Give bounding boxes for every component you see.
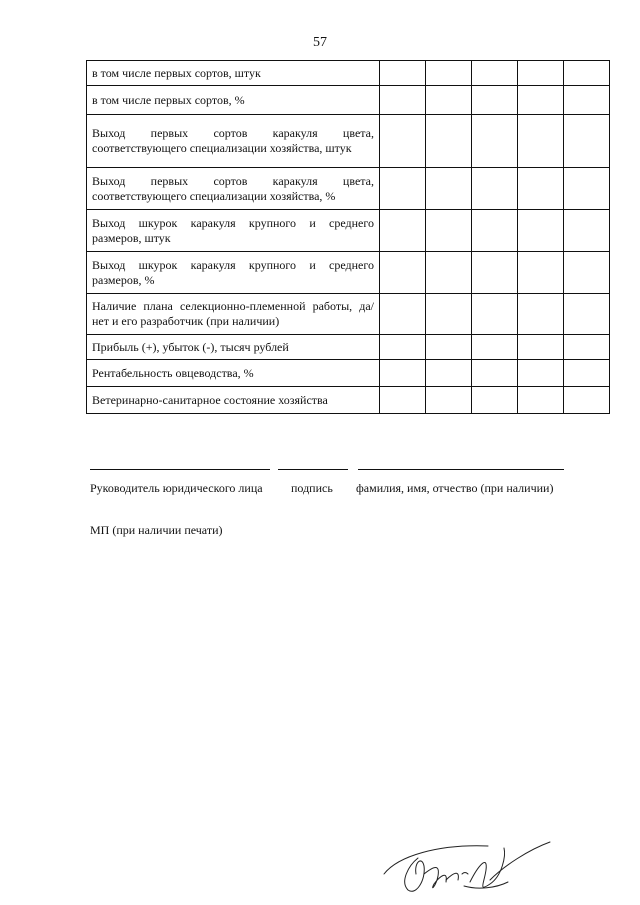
table-row (87, 335, 610, 360)
row-label: Наличие плана селекционно-племенной работы, да/нет и его разработчик (при наличии) (87, 294, 380, 335)
value-cell (518, 294, 564, 335)
value-cell (564, 294, 610, 335)
value-cell (518, 115, 564, 168)
table-row (87, 387, 610, 414)
value-cell (564, 115, 610, 168)
value-cell (426, 387, 472, 414)
value-cell (380, 294, 426, 335)
value-cell (518, 335, 564, 360)
value-cell (518, 61, 564, 86)
value-cell (380, 335, 426, 360)
handwritten-signature (378, 836, 558, 901)
value-cell (472, 210, 518, 252)
value-cell (426, 360, 472, 387)
table-row (87, 294, 610, 335)
value-cell (426, 168, 472, 210)
value-cell (518, 210, 564, 252)
name-signature-line (358, 469, 564, 470)
head-label: Руководитель юридического лица (90, 481, 263, 495)
value-cell (380, 252, 426, 294)
row-label: Выход первых сортов каракуля цвета, соответствующего специализации хозяйства, штук (87, 115, 380, 168)
value-cell (426, 210, 472, 252)
value-cell (518, 387, 564, 414)
value-cell (380, 210, 426, 252)
value-cell (564, 61, 610, 86)
value-cell (380, 86, 426, 115)
value-cell (472, 335, 518, 360)
table-row (87, 360, 610, 387)
value-cell (564, 210, 610, 252)
table-row (87, 168, 610, 210)
table-row (87, 252, 610, 294)
value-cell (518, 86, 564, 115)
value-cell (518, 252, 564, 294)
value-cell (426, 86, 472, 115)
row-label: Рентабельность овцеводства, % (87, 360, 380, 387)
value-cell (564, 387, 610, 414)
row-label: в том числе первых сортов, % (87, 86, 380, 115)
stamp-label: МП (при наличии печати) (90, 523, 223, 537)
value-cell (426, 61, 472, 86)
value-cell (380, 168, 426, 210)
head-signature-line (90, 469, 270, 470)
table-row (87, 115, 610, 168)
value-cell (564, 252, 610, 294)
row-label: Ветеринарно-санитарное состояние хозяйства (87, 387, 380, 414)
signature-label: подпись (291, 481, 333, 495)
value-cell (564, 168, 610, 210)
value-cell (472, 61, 518, 86)
value-cell (426, 252, 472, 294)
value-cell (472, 294, 518, 335)
value-cell (472, 360, 518, 387)
row-label: Выход шкурок каракуля крупного и среднего размеров, % (87, 252, 380, 294)
value-cell (380, 115, 426, 168)
page-number: 57 (313, 35, 327, 50)
table-row (87, 210, 610, 252)
value-cell (426, 294, 472, 335)
name-label: фамилия, имя, отчество (при наличии) (356, 481, 554, 495)
value-cell (426, 335, 472, 360)
value-cell (472, 115, 518, 168)
value-cell (472, 86, 518, 115)
value-cell (472, 252, 518, 294)
value-cell (564, 335, 610, 360)
row-label: Выход шкурок каракуля крупного и среднего размеров, штук (87, 210, 380, 252)
value-cell (564, 86, 610, 115)
value-cell (564, 360, 610, 387)
value-cell (472, 168, 518, 210)
table-row (87, 61, 610, 86)
value-cell (518, 360, 564, 387)
signature-icon (378, 836, 558, 896)
value-cell (518, 168, 564, 210)
value-cell (426, 115, 472, 168)
form-table (86, 60, 610, 414)
value-cell (380, 387, 426, 414)
value-cell (380, 61, 426, 86)
value-cell (380, 360, 426, 387)
row-label: в том числе первых сортов, штук (87, 61, 380, 86)
value-cell (472, 387, 518, 414)
signature-line (278, 469, 348, 470)
table-row (87, 86, 610, 115)
row-label: Прибыль (+), убыток (-), тысяч рублей (87, 335, 380, 360)
row-label: Выход первых сортов каракуля цвета, соответствующего специализации хозяйства, % (87, 168, 380, 210)
